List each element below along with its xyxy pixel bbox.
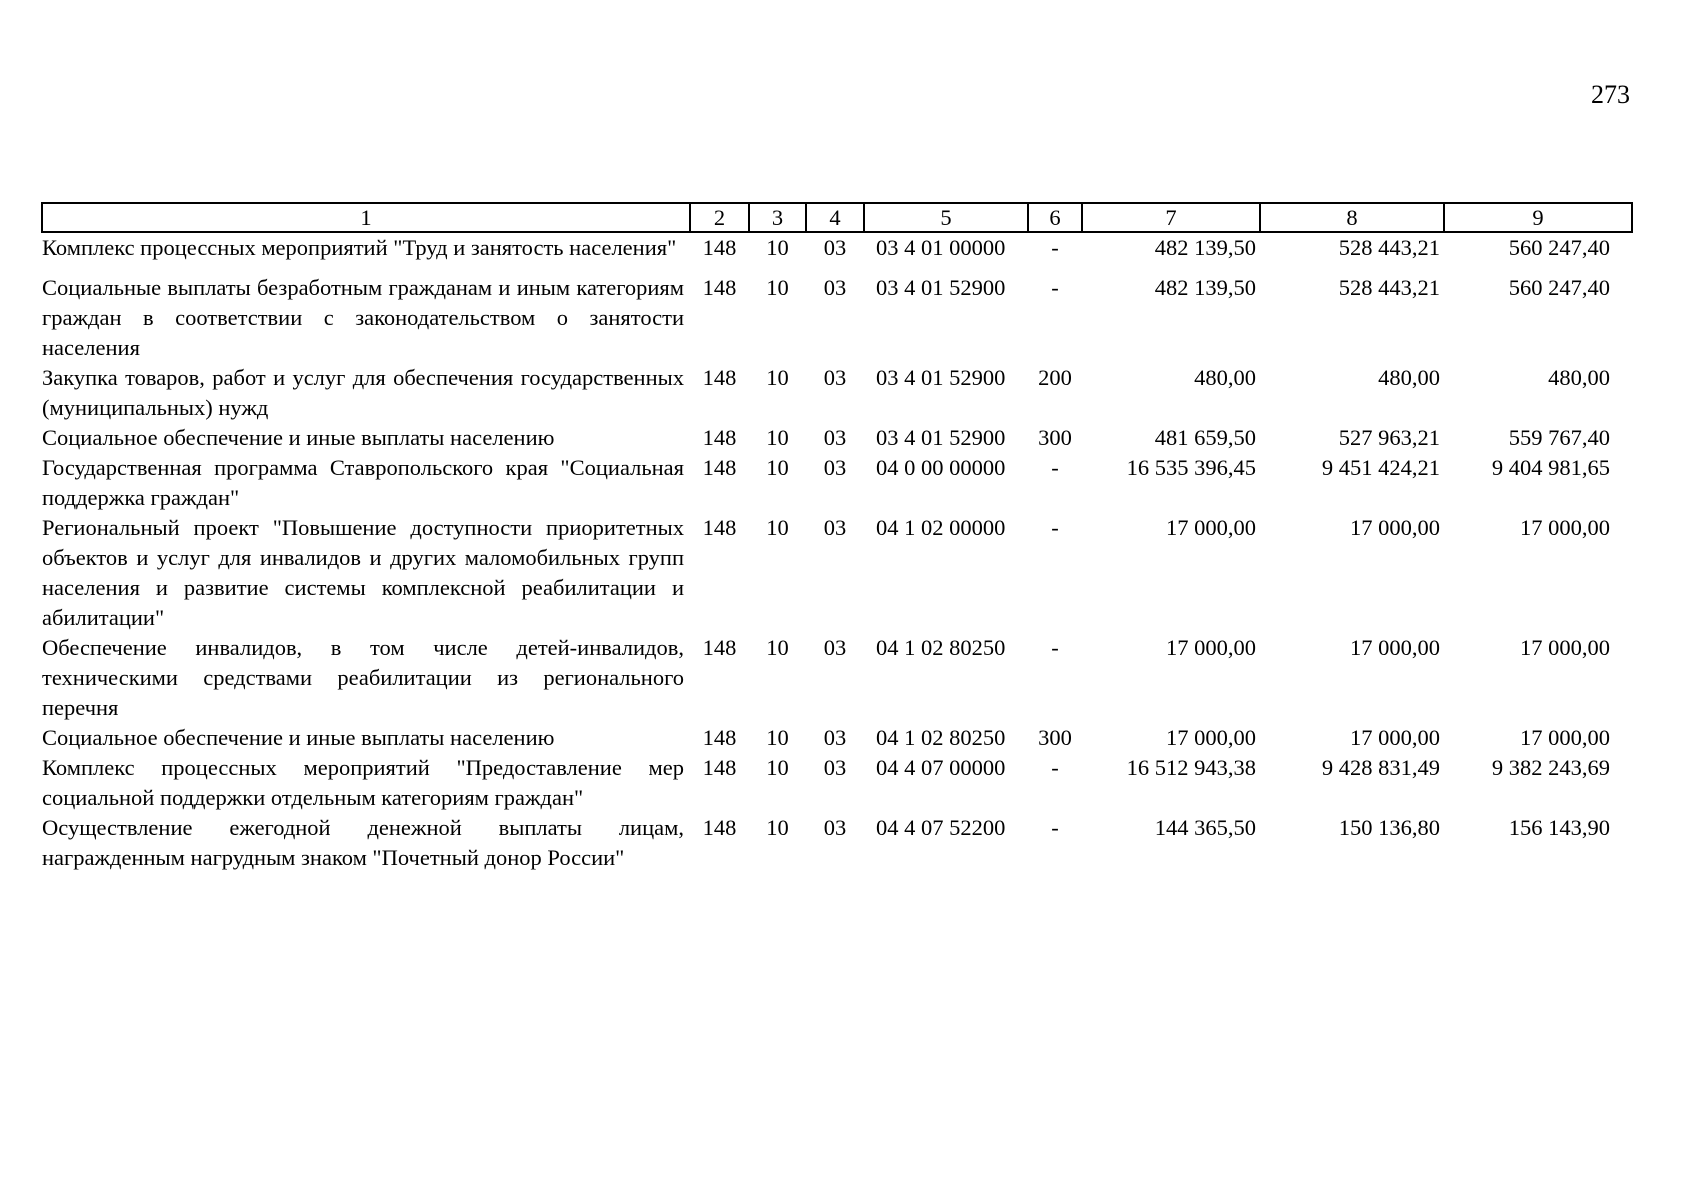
cell-col8: 528 443,21 xyxy=(1338,275,1440,300)
table-row xyxy=(42,363,1632,423)
cell-col7: 480,00 xyxy=(1194,365,1256,390)
cell-col3: 10 xyxy=(766,455,789,480)
column-header: 5 xyxy=(864,203,1028,232)
table-row xyxy=(42,813,1632,873)
cell-col2: 148 xyxy=(702,815,737,840)
cell-col3: 10 xyxy=(766,275,789,300)
cell-col9: 17 000,00 xyxy=(1520,635,1610,660)
cell-col8: 17 000,00 xyxy=(1350,725,1440,750)
row-name: Социальное обеспечение и иные выплаты населению xyxy=(42,425,555,450)
cell-col3: 10 xyxy=(766,635,789,660)
cell-col9: 480,00 xyxy=(1548,365,1610,390)
row-name: Комплекс процессных мероприятий "Предоставление мер социальной поддержки отдельным категориям граждан" xyxy=(42,755,684,810)
cell-col4: 03 xyxy=(823,515,847,540)
row-name: Осуществление ежегодной денежной выплаты лицам, награжденным нагрудным знаком "Почетный донор России" xyxy=(42,815,684,870)
cell-col4: 03 xyxy=(823,725,847,750)
cell-col5: 04 4 07 00000 xyxy=(876,755,1006,780)
row-name: Социальное обеспечение и иные выплаты населению xyxy=(42,725,555,750)
cell-col5: 03 4 01 52900 xyxy=(876,275,1006,300)
cell-col6: - xyxy=(1051,815,1059,840)
cell-col4: 03 xyxy=(823,425,847,450)
row-name: Региональный проект "Повышение доступности приоритетных объектов и услуг для инвалидов и других маломобильных групп населения и развитие системы комплексной реабилитации и абилитации" xyxy=(42,515,684,630)
cell-col7: 17 000,00 xyxy=(1166,515,1256,540)
table-header-row xyxy=(42,203,1632,232)
table-row xyxy=(42,753,1632,813)
cell-col4: 03 xyxy=(823,365,847,390)
column-header: 4 xyxy=(806,203,864,232)
row-name: Комплекс процессных мероприятий "Труд и занятость населения" xyxy=(42,235,677,260)
column-header: 6 xyxy=(1028,203,1082,232)
cell-col9: 560 247,40 xyxy=(1508,235,1610,260)
cell-col2: 148 xyxy=(702,365,737,390)
row-name: Обеспечение инвалидов, в том числе детей-инвалидов, техническими средствами реабилитации из регионального перечня xyxy=(42,635,684,720)
cell-col6: - xyxy=(1051,755,1059,780)
cell-col6: - xyxy=(1051,235,1059,260)
cell-col6: 300 xyxy=(1038,725,1072,750)
cell-col7: 482 139,50 xyxy=(1154,275,1256,300)
cell-col9: 17 000,00 xyxy=(1520,725,1610,750)
cell-col4: 03 xyxy=(823,815,847,840)
cell-col4: 03 xyxy=(823,235,847,260)
table-row xyxy=(42,273,1632,363)
cell-col4: 03 xyxy=(823,455,847,480)
cell-col6: 300 xyxy=(1038,425,1072,450)
cell-col8: 17 000,00 xyxy=(1350,635,1440,660)
cell-col4: 03 xyxy=(823,635,847,660)
cell-col5: 03 4 01 52900 xyxy=(876,425,1006,450)
cell-col6: - xyxy=(1051,635,1059,660)
cell-col7: 144 365,50 xyxy=(1154,815,1256,840)
cell-col8: 9 428 831,49 xyxy=(1321,755,1440,780)
cell-col7: 16 535 396,45 xyxy=(1126,455,1256,480)
table-row xyxy=(42,453,1632,513)
column-header: 9 xyxy=(1444,203,1632,232)
cell-col9: 156 143,90 xyxy=(1508,815,1610,840)
cell-col9: 17 000,00 xyxy=(1520,515,1610,540)
table-row xyxy=(42,423,1632,453)
cell-col4: 03 xyxy=(823,275,847,300)
cell-col4: 03 xyxy=(823,755,847,780)
cell-col2: 148 xyxy=(702,425,737,450)
cell-col5: 03 4 01 52900 xyxy=(876,365,1006,390)
table-row xyxy=(42,633,1632,723)
page-number: 273 xyxy=(1591,80,1630,109)
cell-col2: 148 xyxy=(702,635,737,660)
column-header: 1 xyxy=(42,203,690,232)
cell-col5: 04 4 07 52200 xyxy=(876,815,1006,840)
cell-col3: 10 xyxy=(766,755,789,780)
cell-col7: 16 512 943,38 xyxy=(1126,755,1256,780)
table-row xyxy=(42,723,1632,753)
cell-col2: 148 xyxy=(702,275,737,300)
cell-col7: 482 139,50 xyxy=(1154,235,1256,260)
cell-col6: - xyxy=(1051,515,1059,540)
cell-col3: 10 xyxy=(766,235,789,260)
cell-col9: 9 382 243,69 xyxy=(1491,755,1610,780)
table-row xyxy=(42,513,1632,633)
cell-col2: 148 xyxy=(702,515,737,540)
column-header: 8 xyxy=(1260,203,1444,232)
column-header: 7 xyxy=(1082,203,1260,232)
cell-col8: 17 000,00 xyxy=(1350,515,1440,540)
cell-col6: - xyxy=(1051,455,1059,480)
cell-col2: 148 xyxy=(702,725,737,750)
cell-col9: 559 767,40 xyxy=(1508,425,1610,450)
cell-col3: 10 xyxy=(766,815,789,840)
row-name: Социальные выплаты безработным гражданам и иным категориям граждан в соответствии с законодательством о занятости населения xyxy=(42,275,684,360)
cell-col3: 10 xyxy=(766,365,789,390)
cell-col5: 03 4 01 00000 xyxy=(876,235,1006,260)
column-header: 2 xyxy=(690,203,749,232)
cell-col8: 528 443,21 xyxy=(1338,235,1440,260)
cell-col5: 04 1 02 80250 xyxy=(876,725,1006,750)
cell-col2: 148 xyxy=(702,455,737,480)
cell-col6: 200 xyxy=(1038,365,1072,390)
cell-col8: 480,00 xyxy=(1378,365,1440,390)
row-name: Закупка товаров, работ и услуг для обеспечения государственных (муниципальных) нужд xyxy=(42,365,684,420)
cell-col3: 10 xyxy=(766,425,789,450)
cell-col2: 148 xyxy=(702,235,737,260)
column-header: 3 xyxy=(749,203,806,232)
cell-col6: - xyxy=(1051,275,1059,300)
cell-col9: 560 247,40 xyxy=(1508,275,1610,300)
cell-col3: 10 xyxy=(766,725,789,750)
cell-col8: 150 136,80 xyxy=(1338,815,1440,840)
cell-col9: 9 404 981,65 xyxy=(1491,455,1610,480)
cell-col8: 527 963,21 xyxy=(1338,425,1440,450)
cell-col8: 9 451 424,21 xyxy=(1321,455,1440,480)
cell-col7: 481 659,50 xyxy=(1154,425,1256,450)
table-row xyxy=(42,232,1632,273)
cell-col7: 17 000,00 xyxy=(1166,725,1256,750)
cell-col7: 17 000,00 xyxy=(1166,635,1256,660)
cell-col2: 148 xyxy=(702,755,737,780)
row-name: Государственная программа Ставропольского края "Социальная поддержка граждан" xyxy=(42,455,684,510)
cell-col5: 04 1 02 80250 xyxy=(876,635,1006,660)
cell-col3: 10 xyxy=(766,515,789,540)
cell-col5: 04 0 00 00000 xyxy=(876,455,1006,480)
cell-col5: 04 1 02 00000 xyxy=(876,515,1006,540)
budget-table xyxy=(41,202,1633,873)
